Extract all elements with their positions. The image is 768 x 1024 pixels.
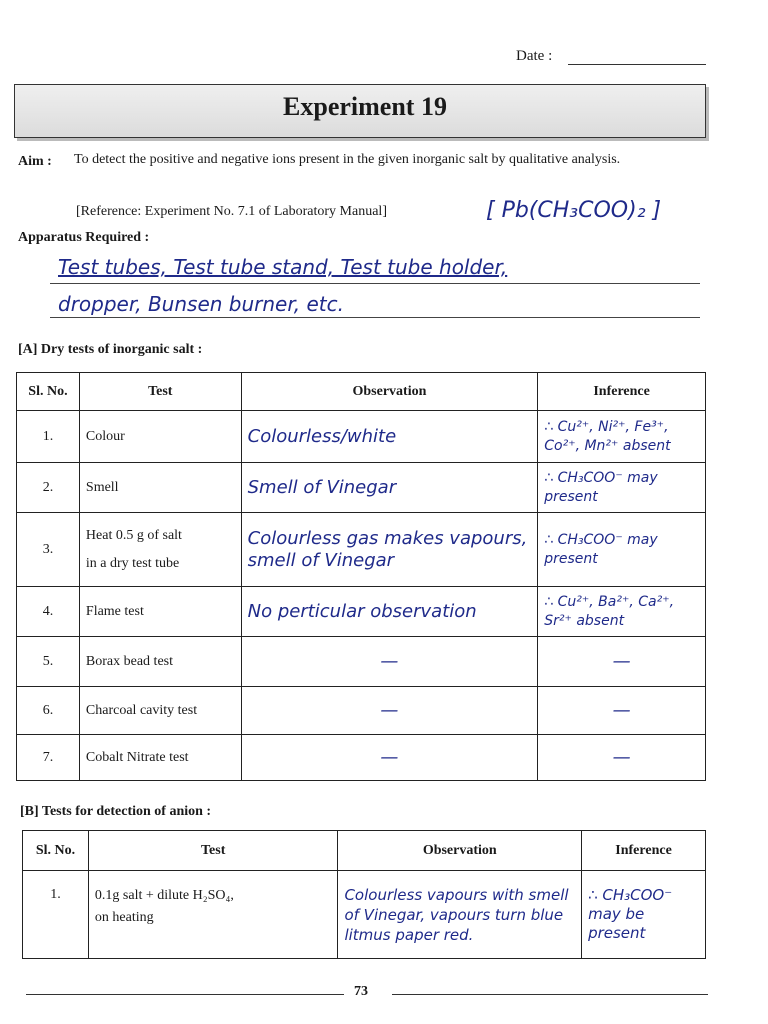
header-test: Test [79,373,241,411]
row-test: Flame test [79,587,241,637]
row-observation: — [241,735,538,781]
row-inference: ∴ CH₃COO⁻ may be present [582,871,706,959]
row-number: 7. [17,735,80,781]
row-inference: — [538,735,706,781]
row-number: 1. [23,871,89,959]
reference-text: [Reference: Experiment No. 7.1 of Laboratory Manual] [76,204,387,219]
section-a-title: [A] Dry tests of inorganic salt : [18,342,203,357]
footer-rule-left [26,994,344,995]
row-observation: Colourless vapours with smell of Vinegar, vapours turn blue litmus paper red. [338,871,582,959]
row-observation: — [241,637,538,687]
writing-rule [50,317,700,318]
row-observation: No perticular observation [241,587,538,637]
table-row [23,871,706,959]
apparatus-label: Apparatus Required : [18,230,150,245]
row-test-line-2: on heating [94,910,154,925]
row-observation: Smell of Vinegar [241,463,538,513]
row-observation: — [241,687,538,735]
date-label: Date : [516,48,553,64]
row-number: 6. [17,687,80,735]
writing-rule [50,283,700,284]
apparatus-line-1: Test tubes, Test tube stand, Test tube holder, [58,255,508,279]
table-row [17,411,706,463]
row-test-line-1: Heat 0.5 g of salt [85,527,182,543]
row-observation: Colourless/white [241,411,538,463]
table-row [17,735,706,781]
row-inference: ∴ Cu²⁺, Ni²⁺, Fe³⁺, Co²⁺, Mn²⁺ absent [538,411,706,463]
row-test: Smell [79,463,241,513]
table-header-row [17,373,706,411]
header-observation: Observation [241,373,538,411]
dry-tests-table [16,372,706,781]
row-test [88,871,338,959]
row-test: Cobalt Nitrate test [79,735,241,781]
anion-tests-table [22,830,706,959]
header-sl-no: Sl. No. [23,831,89,871]
table-row [17,637,706,687]
footer-rule-right [392,994,708,995]
row-number: 3. [17,513,80,587]
table-row [17,587,706,637]
row-number: 4. [17,587,80,637]
page-title: Experiment 19 [283,92,447,121]
row-test: Colour [79,411,241,463]
aim-label: Aim : [18,154,52,169]
section-b-title: [B] Tests for detection of anion : [20,804,212,819]
apparatus-line-2: dropper, Bunsen burner, etc. [58,292,344,316]
row-test-line-2: in a dry test tube [85,555,180,571]
salt-formula: [ Pb(CH₃COO)₂ ] [486,198,662,223]
row-inference: ∴ CH₃COO⁻ may present [538,463,706,513]
row-inference: ∴ Cu²⁺, Ba²⁺, Ca²⁺, Sr²⁺ absent [538,587,706,637]
row-number: 2. [17,463,80,513]
date-field-line [568,64,706,65]
table-row [17,687,706,735]
row-inference: — [538,687,706,735]
row-test: Borax bead test [79,637,241,687]
table-header-row [23,831,706,871]
table-row [17,513,706,587]
header-test: Test [88,831,338,871]
header-observation: Observation [338,831,582,871]
header-inference: Inference [538,373,706,411]
row-observation: Colourless gas makes vapours, smell of Vinegar [241,513,538,587]
row-number: 5. [17,637,80,687]
header-inference: Inference [582,831,706,871]
aim-text: To detect the positive and negative ions present in the given inorganic salt by qualitative analysis. [74,152,621,167]
header-sl-no: Sl. No. [17,373,80,411]
row-number: 1. [17,411,80,463]
row-test-line-1: 0.1g salt + dilute H₂SO₄, [94,888,234,903]
row-test: Charcoal cavity test [79,687,241,735]
row-inference: — [538,637,706,687]
table-row [17,463,706,513]
page-number: 73 [354,984,368,999]
row-test [79,513,241,587]
row-inference: ∴ CH₃COO⁻ may present [538,513,706,587]
